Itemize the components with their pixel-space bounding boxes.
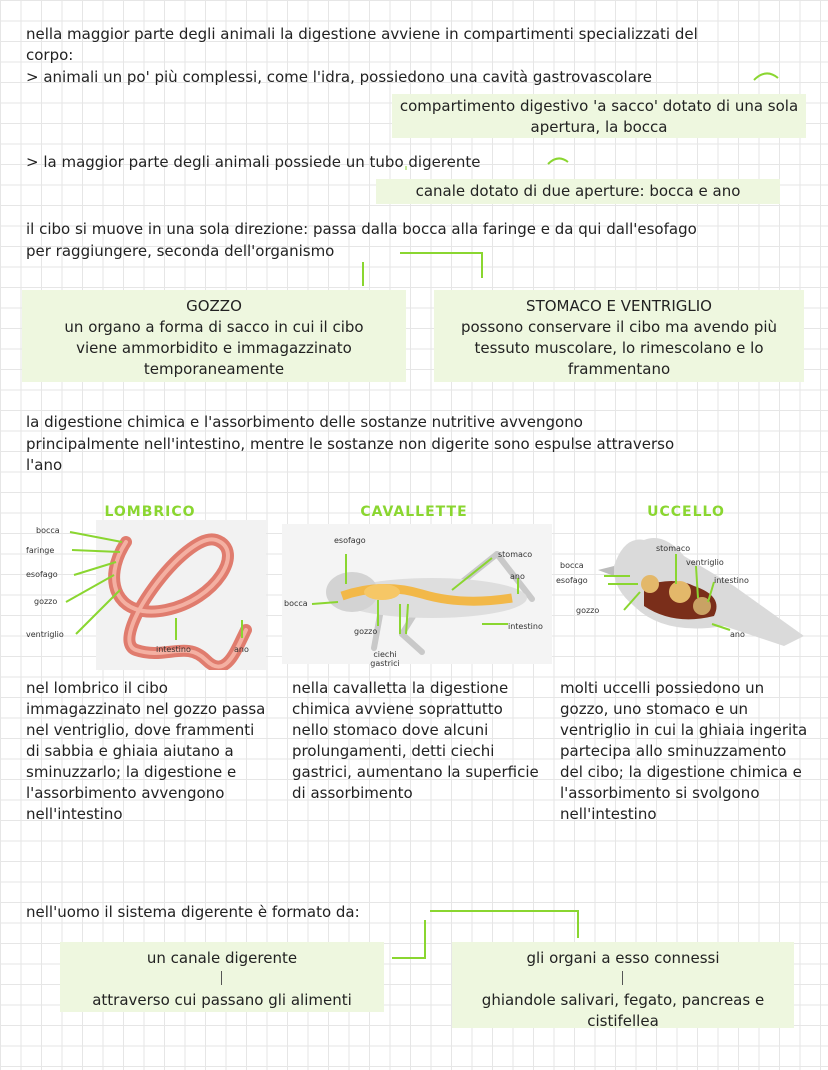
lombrico-label-intestino: intestino <box>156 645 191 654</box>
cavallette-label-stomaco: stomaco <box>498 550 533 559</box>
lombrico-description: nel lombrico il cibo immagazzinato nel gozzo passa nel ventriglio, dove frammenti di sabbia e ghiaia aiutano a sminuzzarlo; la digestione e l'assorbimento avvengono nell'intestino <box>26 679 266 823</box>
flow-text-2: e da qui dall' <box>536 220 638 238</box>
lombrico-title: LOMBRICO <box>104 504 196 520</box>
gozzo-text: un organo a forma di sacco in cui il cibo viene ammorbidito e immagazzinato temporaneamente <box>64 318 364 378</box>
lombrico-illustration <box>16 520 266 670</box>
lombrico-label-ano: ano <box>234 645 249 654</box>
lombrico-label-ventriglio: ventriglio <box>26 630 64 639</box>
tubo-line <box>26 152 481 173</box>
tubo-definition: canale dotato di due aperture: bocca e ano <box>415 182 741 200</box>
uccello-label-bocca: bocca <box>560 561 584 570</box>
uccello-illustration <box>584 526 814 656</box>
cavallette-label-gozzo: gozzo <box>354 627 378 636</box>
uomo-connector-right <box>577 910 579 938</box>
tubo-connector <box>546 150 576 180</box>
uccello-label-ano: ano <box>730 630 745 639</box>
cavallette-label-intestino: intestino <box>508 622 543 631</box>
uccello-label-esofago: esofago <box>556 576 588 585</box>
lombrico-label-gozzo: gozzo <box>34 597 58 606</box>
cavallette-title: CAVALLETTE <box>360 504 468 520</box>
faringe-term: faringe <box>482 220 536 238</box>
intro-line-1: nella maggior parte degli animali la digestione avviene in compartimenti specializzati del <box>26 25 698 43</box>
uomo-connector-top <box>430 910 578 912</box>
canale-title: un canale digerente <box>146 949 298 967</box>
canale-connector <box>221 971 222 985</box>
organi-definition: ghiandole salivari, fegato, pancreas e cistifellea <box>481 991 765 1030</box>
chimica-line-2 <box>26 434 674 455</box>
intestino-term: principalmente nell'intestino <box>26 435 241 453</box>
uccello-label-intestino: intestino <box>714 576 749 585</box>
intro-line-2: corpo: <box>26 46 74 64</box>
tubo-term: tubo digerente <box>369 153 481 171</box>
idra-definition: compartimento digestivo 'a sacco' dotato di una sola apertura, la bocca <box>399 97 799 136</box>
flow-line-2: per raggiungere, seconda dell'organismo <box>26 242 335 260</box>
cavallette-label-ano: ano <box>510 572 525 581</box>
cavallette-description: nella cavalletta la digestione chimica avviene soprattutto nello stomaco dove alcuni prolungamenti, detti ciechi gastrici, aumentano la superficie di assorbimento <box>292 679 539 802</box>
flow-connector-right <box>481 252 483 278</box>
idra-line <box>26 67 652 88</box>
idra-connector <box>752 64 792 94</box>
uccello-label-gozzo: gozzo <box>576 606 600 615</box>
stomaco-title: STOMACO E VENTRIGLIO <box>526 297 712 315</box>
uccello-label-stomaco: stomaco <box>656 544 691 553</box>
flow-text-1: il cibo si muove in una sola direzione: passa dalla bocca alla <box>26 220 483 238</box>
stomaco-text: possono conservare il cibo ma avendo più tessuto muscolare, lo rimescolano e lo frammentano <box>460 318 778 378</box>
cavallette-label-esofago: esofago <box>334 536 366 545</box>
uccello-title: UCCELLO <box>647 504 725 520</box>
uccello-label-ventriglio: ventriglio <box>686 558 724 567</box>
tubo-prefix: > la maggior parte degli animali possiede un <box>26 153 370 171</box>
idra-term: cavità gastrovascolare <box>482 68 652 86</box>
organi-title: gli organi a esso connessi <box>526 949 720 967</box>
uomo-connector-left <box>392 957 426 959</box>
chimica-line-1: la digestione chimica e l'assorbimento delle sostanze nutritive avvengono <box>26 413 583 431</box>
flow-connector-left <box>362 262 364 286</box>
idra-prefix: > animali un po' più complessi, come l'idra, possiedono una <box>26 68 483 86</box>
esofago-term: esofago <box>637 220 697 238</box>
lombrico-label-esofago: esofago <box>26 570 58 579</box>
cavallette-illustration <box>282 524 552 664</box>
gozzo-title: GOZZO <box>186 297 242 315</box>
flow-connector-h <box>400 252 482 254</box>
chimica-text-2: , mentre le sostanze non digerite sono espulse attraverso <box>240 435 675 453</box>
canale-definition: attraverso cui passano gli alimenti <box>92 991 352 1009</box>
lombrico-label-faringe: faringe <box>26 546 55 555</box>
cavallette-label-bocca: bocca <box>284 599 308 608</box>
cavallette-label-ciechi: ciechi gastrici <box>370 650 400 668</box>
lombrico-label-bocca: bocca <box>36 526 60 535</box>
organi-connector <box>622 971 623 985</box>
uomo-intro: nell'uomo il sistema digerente è formato da: <box>26 903 360 921</box>
chimica-line-3: l'ano <box>26 456 63 474</box>
uccello-description: molti uccelli possiedono un gozzo, uno stomaco e un ventriglio in cui la ghiaia ingerita partecipa allo sminuzzamento del cibo; la digestione chimica e l'assorbimento si svolgono nell'intestino <box>560 679 808 823</box>
flow-line-1 <box>26 219 697 240</box>
uomo-connector-mid <box>424 920 426 958</box>
